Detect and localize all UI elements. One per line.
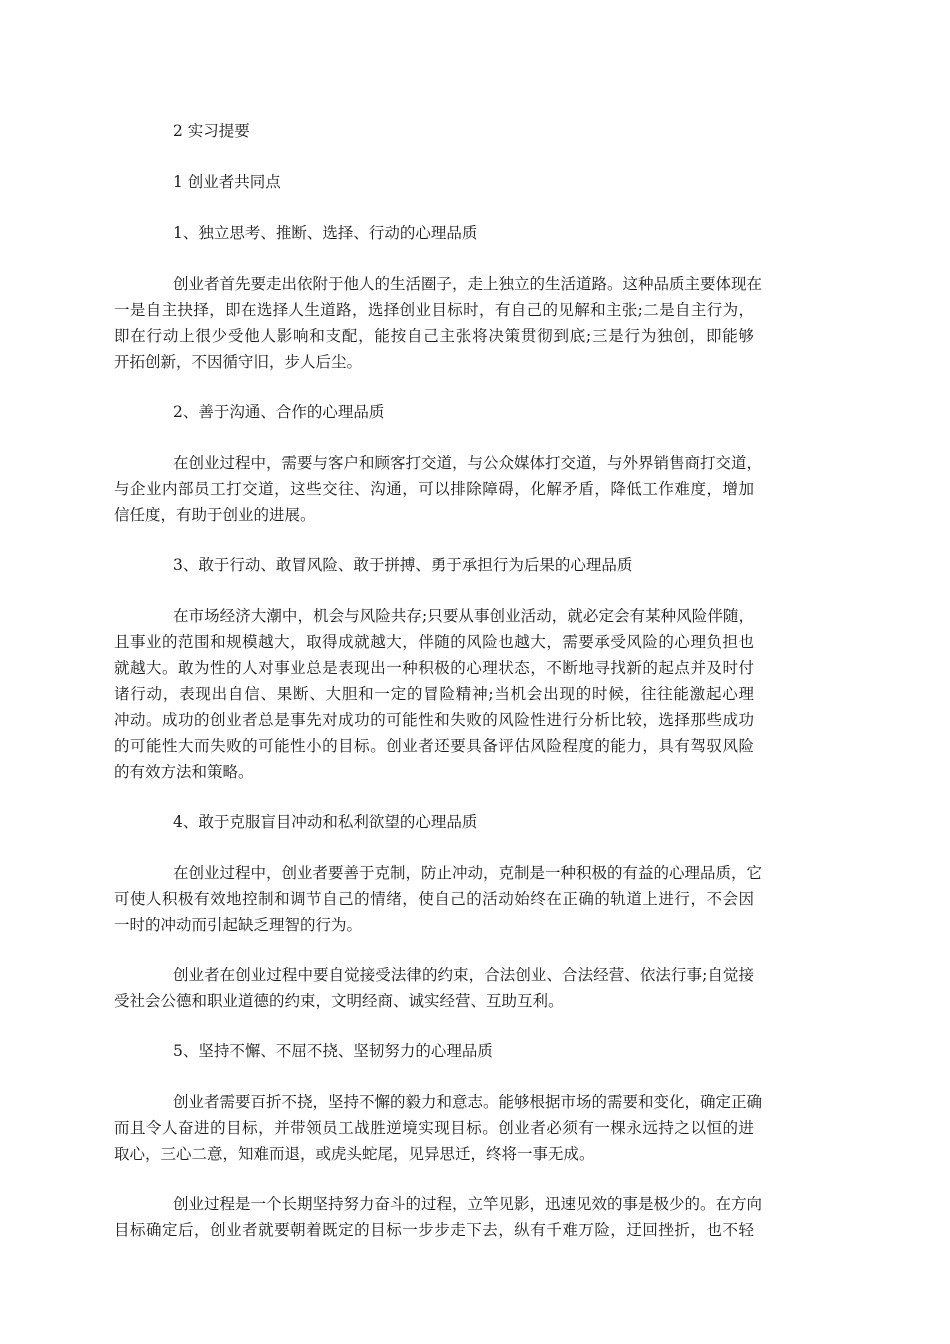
text-line: 诸行动，表现出自信、果断、大胆和一定的冒险精神;当机会出现的时候，往往能激起心理 (114, 685, 754, 703)
paragraph-1 (114, 271, 813, 375)
text-line: 创业者需要百折不挠，坚持不懈的毅力和意志。能够根据市场的需要和变化，确定正确 (173, 1093, 763, 1111)
subheading-4: 4、敢于克服盲目冲动和私利欲望的心理品质 (173, 813, 478, 831)
text-line: 目标确定后，创业者就要朝着既定的目标一步步走下去，纵有千难万险，迂回挫折，也不轻 (114, 1221, 754, 1239)
text-line: 就越大。敢为性的人对事业总是表现出一种积极的心理状态，不断地寻找新的起点并及时付 (114, 659, 754, 677)
subheading-2: 2、善于沟通、合作的心理品质 (173, 403, 385, 421)
paragraph-5 (114, 962, 813, 1014)
text-line: 可使人积极有效地控制和调节自己的情绪，使自己的活动始终在正确的轨道上进行，不会因 (114, 890, 754, 908)
subheading-5: 5、坚持不懈、不屈不挠、坚韧努力的心理品质 (173, 1042, 493, 1060)
text-line: 冲动。成功的创业者总是事先对成功的可能性和失败的风险性进行分析比较，选择那些成功 (114, 711, 754, 729)
text-line: 创业者在创业过程中要自觉接受法律的约束，合法创业、合法经营、依法行事;自觉接 (173, 966, 754, 984)
text-line: 在创业过程中，需要与客户和顾客打交道，与公众媒体打交道，与外界销售商打交道， (173, 454, 763, 472)
section-heading-internship: 2 实习提要 (173, 122, 250, 140)
subheading-1: 1、独立思考、推断、选择、行动的心理品质 (173, 224, 478, 242)
text-line: 一是自主抉择，即在选择人生道路，选择创业目标时，有自己的见解和主张;二是自主行为， (114, 301, 754, 319)
text-line: 而且令人奋进的目标，并带领员工战胜逆境实现目标。创业者必须有一棵永远持之以恒的进 (114, 1119, 754, 1137)
text-line: 受社会公德和职业道德的约束，文明经商、诚实经营、互助互利。 (114, 992, 564, 1010)
paragraph-2 (114, 450, 813, 528)
text-line: 且事业的范围和规模越大，取得成就越大，伴随的风险也越大，需要承受风险的心理负担也 (114, 633, 754, 651)
text-line: 一时的冲动而引起缺乏理智的行为。 (114, 916, 363, 934)
text-line: 开拓创新，不因循守旧，步人后尘。 (114, 353, 363, 371)
text-line: 信任度，有助于创业的进展。 (114, 506, 316, 524)
text-line: 与企业内部员工打交道，这些交往、沟通，可以排除障碍，化解矛盾，降低工作难度，增加 (114, 480, 754, 498)
paragraph-7 (114, 1191, 813, 1243)
section-heading-common-traits: 1 创业者共同点 (173, 173, 281, 191)
text-line: 创业过程是一个长期坚持努力奋斗的过程，立竿见影，迅速见效的事是极少的。在方向 (173, 1195, 763, 1213)
text-line: 即在行动上很少受他人影响和支配，能按自己主张将决策贯彻到底;三是行为独创，即能够 (114, 327, 754, 345)
paragraph-4 (114, 860, 813, 938)
text-line: 在市场经济大潮中，机会与风险共存;只要从事创业活动，就必定会有某种风险伴随， (173, 607, 754, 625)
text-line: 取心，三心二意，知难而退，或虎头蛇尾，见异思迁，终将一事无成。 (114, 1145, 595, 1163)
text-line: 的有效方法和策略。 (114, 763, 254, 781)
text-line: 的可能性大而失败的可能性小的目标。创业者还要具备评估风险程度的能力，具有驾驭风险 (114, 737, 754, 755)
document-page (114, 118, 813, 1267)
paragraph-6 (114, 1089, 813, 1167)
text-line: 在创业过程中，创业者要善于克制，防止冲动，克制是一种积极的有益的心理品质，它 (173, 864, 763, 882)
subheading-3: 3、敢于行动、敢冒风险、敢于拼搏、勇于承担行为后果的心理品质 (173, 556, 633, 574)
text-line: 创业者首先要走出依附于他人的生活圈子，走上独立的生活道路。这种品质主要体现在 (173, 275, 763, 293)
paragraph-3 (114, 603, 813, 785)
